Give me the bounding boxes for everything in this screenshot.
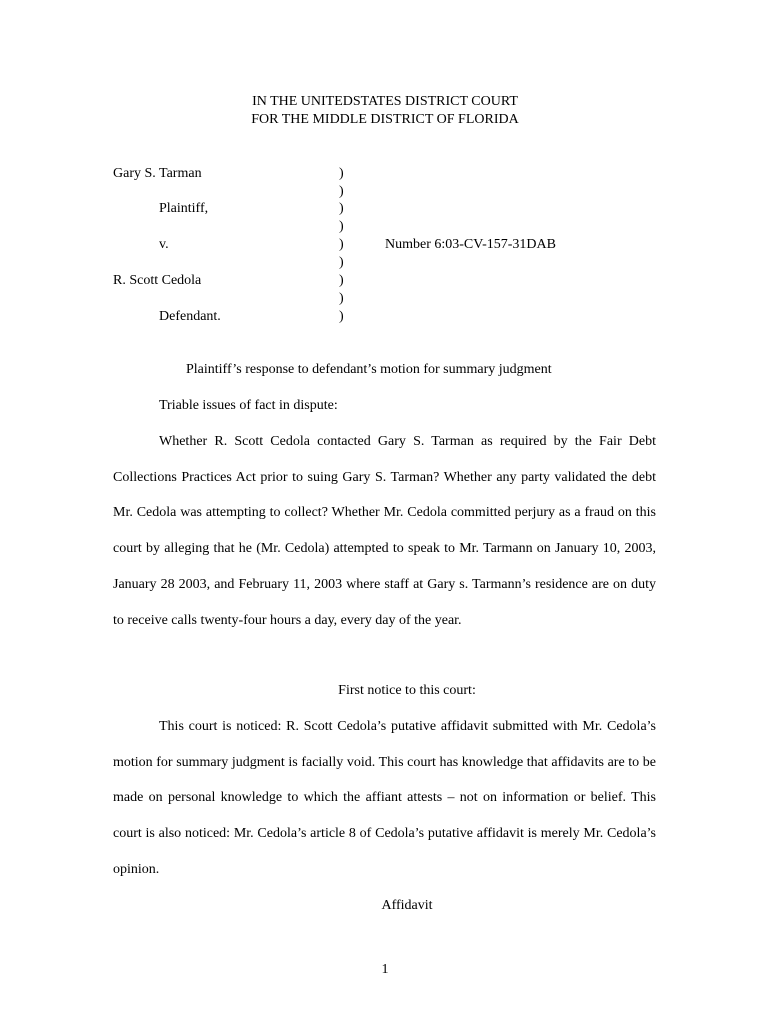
court-heading-line-1: IN THE UNITEDSTATES DISTRICT COURT xyxy=(252,94,518,109)
affidavit-heading: Affidavit xyxy=(381,898,433,913)
notice-paragraph-text: This court is noticed: R. Scott Cedola’s putative affidavit submitted with Mr. Cedola’s motion for summary judgment is facially void. This court has knowledge that affidavits are to be made on personal knowledge to which the affiant attests – not on information or belief. This court is also noticed: Mr. Cedola’s article 8 of Cedola’s putative affidavit is merely Mr. Cedola’s opinion. xyxy=(113,719,656,877)
caption-paren: ) xyxy=(339,201,344,216)
caption-paren: ) xyxy=(339,184,344,199)
caption-paren: ) xyxy=(339,273,344,288)
defendant-name: R. Scott Cedola xyxy=(113,273,202,288)
caption-paren: ) xyxy=(339,309,344,324)
caption-paren: ) xyxy=(339,166,344,181)
notice-paragraph xyxy=(113,709,656,888)
issues-heading: Triable issues of fact in dispute: xyxy=(159,398,338,413)
notice-heading: First notice to this court: xyxy=(338,683,476,698)
case-number: Number 6:03-CV-157-31DAB xyxy=(385,237,556,252)
page-number: 1 xyxy=(381,962,389,977)
defendant-role: Defendant. xyxy=(159,309,221,324)
issues-paragraph-text: Whether R. Scott Cedola contacted Gary S. Tarman as required by the Fair Debt Collections Practices Act prior to suing Gary S. Tarman? Whether any party validated the debt Mr. Cedola was attempting to collect? Whether Mr. Cedola committed perjury as a fraud on this court by alleging that he (Mr. Cedola) attempted to speak to Mr. Tarmann on January 10, 2003, January 28 2003, and February 11, 2003 where staff at Gary s. Tarmann’s residence are on duty to receive calls twenty-four hours a day, every day of the year. xyxy=(113,434,656,628)
court-heading-line-2: FOR THE MIDDLE DISTRICT OF FLORIDA xyxy=(251,112,519,127)
caption-paren: ) xyxy=(339,219,344,234)
versus-label: v. xyxy=(159,237,169,252)
caption-paren: ) xyxy=(339,237,344,252)
plaintiff-name: Gary S. Tarman xyxy=(113,166,202,181)
caption-paren: ) xyxy=(339,255,344,270)
caption-paren: ) xyxy=(339,291,344,306)
issues-paragraph xyxy=(113,424,656,638)
document-title: Plaintiff’s response to defendant’s motion for summary judgment xyxy=(186,362,552,377)
plaintiff-role: Plaintiff, xyxy=(159,201,209,216)
